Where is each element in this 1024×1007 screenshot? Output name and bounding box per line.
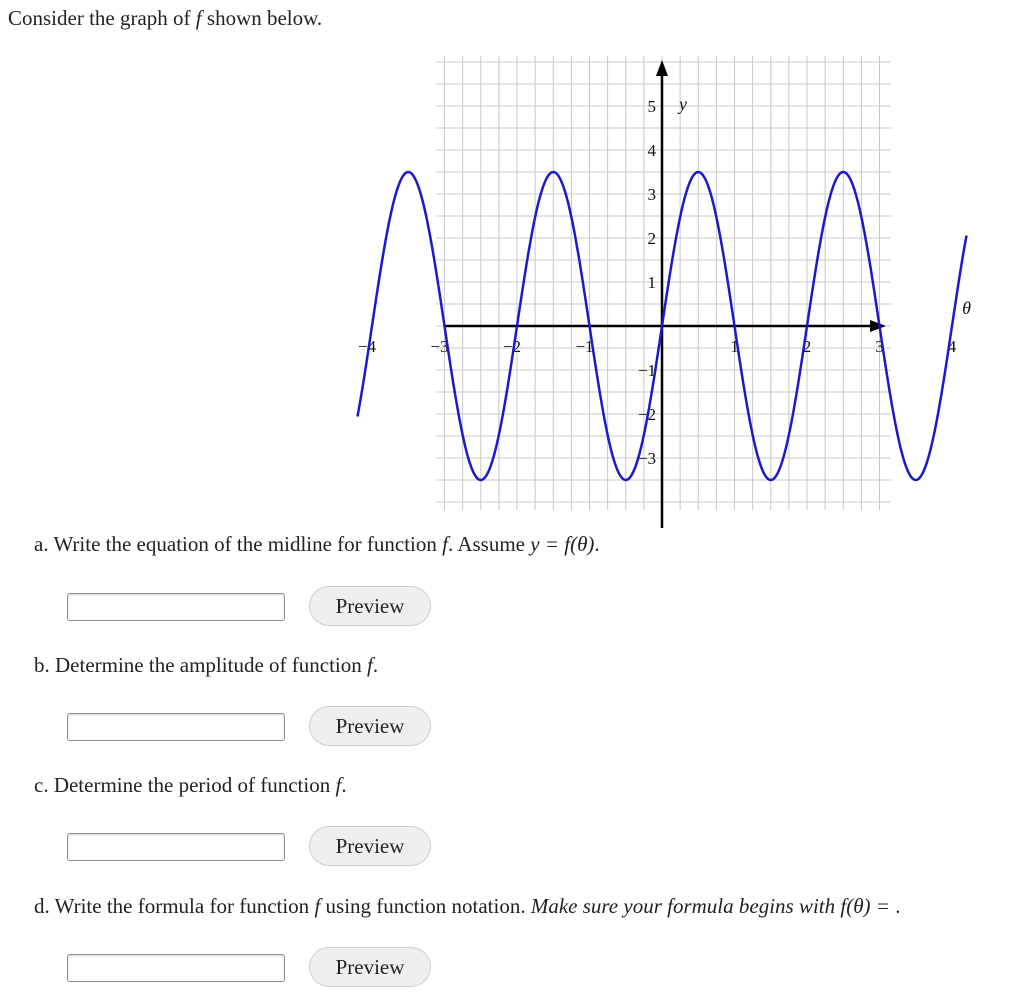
graph-svg [357, 56, 971, 510]
x-tick-label: −2 [502, 337, 522, 356]
y-tick-label: 2 [647, 229, 656, 248]
question-a-math: y = f(θ) [530, 532, 595, 556]
question-a-prefix: a. Write the equation of the midline for function [34, 532, 443, 556]
preview-c-button[interactable]: Preview [309, 826, 431, 866]
y-tick-label: −2 [637, 405, 656, 424]
question-d-emphasis: Make sure your formula begins with [530, 894, 836, 918]
y-tick-label: 3 [647, 185, 656, 204]
function-graph [357, 56, 971, 510]
x-tick-label: 4 [947, 337, 957, 356]
answer-d-input[interactable] [67, 954, 285, 982]
question-c-suffix: . [341, 773, 347, 797]
y-tick-label: 4 [647, 141, 656, 160]
preview-a-button[interactable]: Preview [309, 586, 431, 626]
question-b-function-name: f [367, 653, 373, 677]
x-tick-label: −1 [575, 337, 594, 356]
preview-b-button[interactable]: Preview [309, 706, 431, 746]
question-a-suffix: . [594, 532, 600, 556]
intro-text [8, 6, 322, 31]
question-c-function-name: f [335, 773, 342, 797]
question-b-prefix: b. Determine the amplitude of function [34, 653, 367, 677]
question-d-suffix: . [889, 894, 901, 918]
x-tick-label: −4 [357, 337, 377, 356]
question-d-math: f(θ) = [840, 894, 890, 918]
question-d [34, 894, 900, 919]
question-d-prefix: d. Write the formula for function [34, 894, 315, 918]
x-tick-label: 3 [875, 337, 884, 356]
question-b [34, 653, 378, 678]
question-b-suffix: . [372, 653, 379, 677]
intro-after: shown below. [201, 6, 323, 30]
preview-d-button[interactable]: Preview [309, 947, 431, 987]
y-axis-label: y [679, 94, 687, 114]
intro-before: Consider the graph of [8, 6, 196, 30]
question-a [34, 532, 600, 557]
x-tick-label: 1 [730, 337, 739, 356]
x-tick-label: 2 [802, 337, 812, 356]
answer-c-input[interactable] [67, 833, 285, 861]
y-tick-label: 5 [647, 97, 656, 116]
answer-a-input[interactable] [67, 593, 285, 621]
y-tick-label: 1 [647, 273, 656, 292]
y-tick-label: −1 [637, 361, 656, 380]
x-axis-label: θ [962, 298, 971, 318]
question-c-prefix: c. Determine the period of function [34, 773, 336, 797]
question-d-function-name: f [314, 894, 321, 918]
answer-b-input[interactable] [67, 713, 285, 741]
question-d-mid: using function notation. [320, 894, 531, 918]
x-tick-label: −3 [430, 337, 449, 356]
question-c [34, 773, 347, 798]
question-a-mid: . Assume [448, 532, 531, 556]
question-a-function-name: f [442, 532, 448, 556]
y-tick-label: −3 [637, 449, 656, 468]
intro-function-name: f [195, 6, 202, 30]
